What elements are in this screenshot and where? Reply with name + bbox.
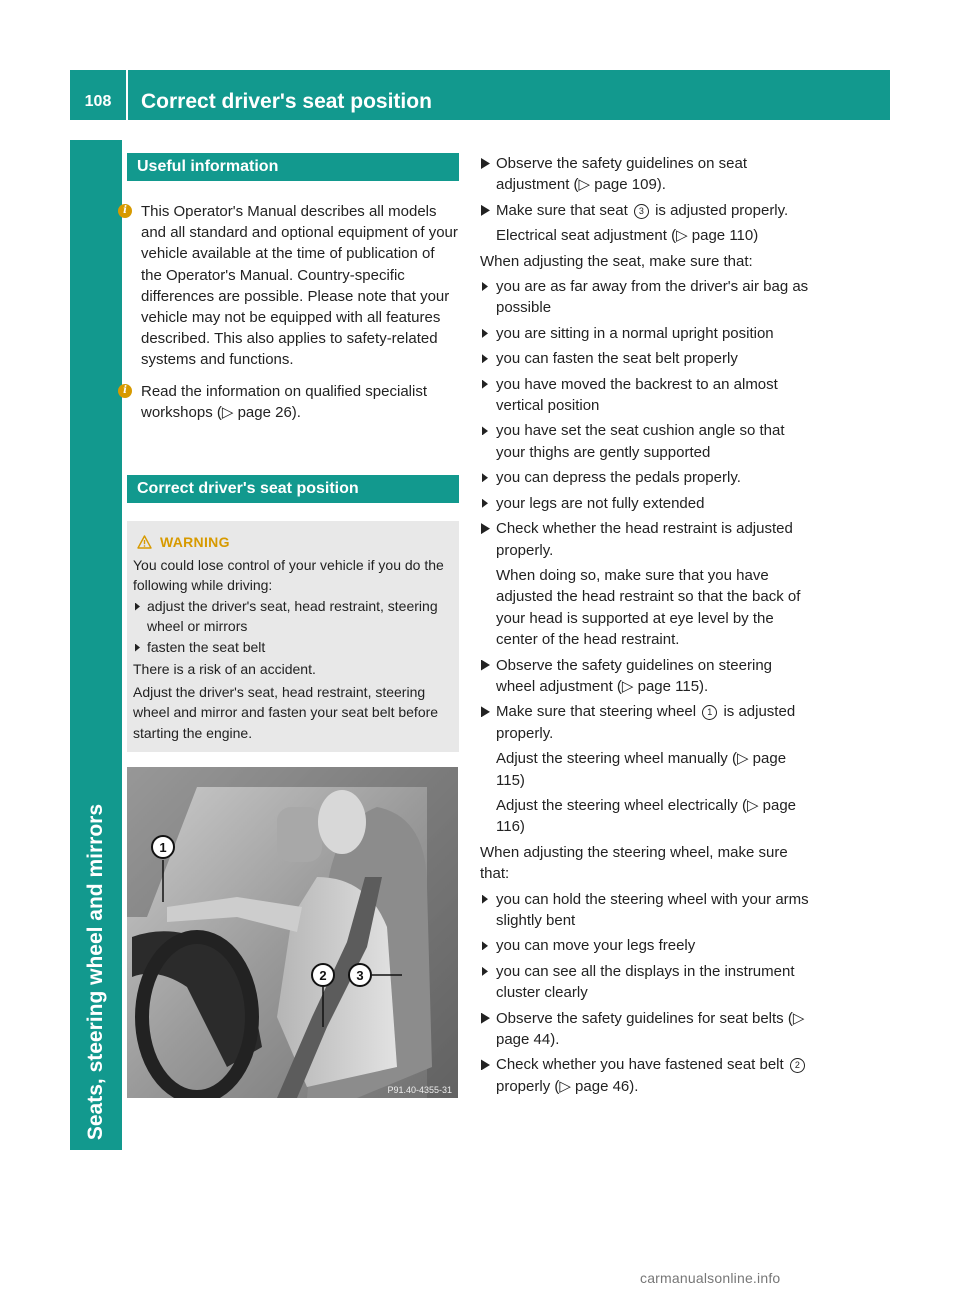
info-paragraph bbox=[123, 201, 459, 371]
step-text: properly (▷ page 46). bbox=[496, 1077, 639, 1095]
seat-checklist-item: you have set the seat cushion angle so that your thighs are gently supported bbox=[480, 420, 812, 463]
instruction-detail: When doing so, make sure that you have adjusted the head restraint so that the back of your head is supported at eye level by the center of the head restraint. bbox=[496, 566, 801, 649]
seat-checklist-item: you have moved the backrest to an almost vertical position bbox=[480, 374, 812, 417]
warning-advice: Adjust the driver's seat, head restraint, steering wheel and mirror and fasten your seat belt before starting the engine. bbox=[133, 683, 439, 741]
driver-seat-photo bbox=[127, 767, 458, 1098]
warning-bullet: adjust the driver's seat, head restraint, steering wheel or mirrors bbox=[133, 596, 453, 637]
page-header bbox=[70, 70, 890, 120]
info-text-1: This Operator's Manual describes all models and all standard and optional equipment of your vehicle available at the time of publication of the Operator's Manual. Country-specific differences are possible. Please note that your vehicle may not be equipped with all features described. This also applies to safety-related systems and functions. bbox=[141, 203, 458, 369]
step-text: Make sure that seat bbox=[496, 201, 632, 219]
seat-checklist-item: you are sitting in a normal upright position bbox=[480, 323, 812, 344]
seat-checklist-item: you can depress the pedals properly. bbox=[480, 467, 812, 488]
callout-ref-3: 3 bbox=[634, 204, 649, 219]
instruction-step: Observe the safety guidelines for seat belts (▷ page 44). bbox=[480, 1008, 812, 1051]
warning-risk: There is a risk of an accident. bbox=[133, 661, 316, 678]
warning-bullet: fasten the seat belt bbox=[133, 637, 453, 658]
page-title: Correct driver's seat position bbox=[141, 90, 432, 113]
page-number: 108 bbox=[70, 70, 128, 120]
seat-checklist-item: you are as far away from the driver's air bag as possible bbox=[480, 276, 812, 319]
warning-intro: You could lose control of your vehicle if you do the following while driving: bbox=[133, 556, 444, 594]
callout-label: 1 bbox=[159, 840, 167, 856]
instruction-step bbox=[480, 1054, 812, 1097]
warning-triangle-icon bbox=[137, 535, 152, 549]
warning-title: WARNING bbox=[160, 534, 230, 551]
callout-label: 2 bbox=[319, 968, 327, 984]
step-text: is adjusted properly. bbox=[496, 703, 796, 742]
warning-header bbox=[137, 532, 453, 553]
wheel-checklist-item: you can hold the steering wheel with your arms slightly bent bbox=[480, 889, 812, 932]
instruction-step bbox=[480, 200, 812, 221]
cross-reference: Adjust the steering wheel manually (▷ page 115) bbox=[496, 750, 787, 789]
image-code: P91.40-4355-31 bbox=[387, 1085, 452, 1096]
seat-checklist-item: you can fasten the seat belt properly bbox=[480, 348, 812, 369]
watermark: carmanualsonline.info bbox=[640, 1270, 781, 1286]
useful-info-heading: Useful information bbox=[127, 153, 459, 181]
seat-checklist-intro: When adjusting the seat, make sure that: bbox=[480, 252, 753, 270]
callout-ref-2: 2 bbox=[790, 1058, 805, 1073]
warning-box bbox=[127, 521, 459, 752]
step-text: Check whether you have fastened seat belt bbox=[496, 1056, 788, 1074]
step-text: Make sure that steering wheel bbox=[496, 703, 701, 721]
info-icon: i bbox=[118, 384, 132, 398]
chapter-label: Seats, steering wheel and mirrors bbox=[84, 803, 107, 1140]
info-paragraph bbox=[123, 381, 459, 423]
instruction-step: Observe the safety guidelines on steering wheel adjustment (▷ page 115). bbox=[480, 655, 812, 698]
cross-reference: Adjust the steering wheel electrically (▷ page 116) bbox=[496, 796, 797, 836]
instruction-step: Check whether the head restraint is adjusted properly. bbox=[480, 518, 812, 561]
instruction-step bbox=[480, 701, 812, 744]
callout-ref-1: 1 bbox=[702, 705, 717, 720]
wheel-checklist-item: you can see all the displays in the instrument cluster clearly bbox=[480, 961, 812, 1004]
info-text-2: Read the information on qualified specialist workshops (▷ page 26). bbox=[141, 382, 428, 421]
wheel-checklist-item: you can move your legs freely bbox=[480, 935, 812, 956]
right-column bbox=[480, 153, 812, 1097]
section-heading: Correct driver's seat position bbox=[127, 475, 459, 503]
step-text: is adjusted properly. bbox=[650, 201, 789, 219]
cross-reference: Electrical seat adjustment (▷ page 110) bbox=[496, 227, 759, 245]
seat-checklist-item: your legs are not fully extended bbox=[480, 493, 812, 514]
chapter-side-tab bbox=[70, 140, 122, 1150]
left-column bbox=[123, 153, 459, 1098]
instruction-step: Observe the safety guidelines on seat adjustment (▷ page 109). bbox=[480, 153, 812, 196]
wheel-checklist-intro: When adjusting the steering wheel, make sure that: bbox=[480, 843, 788, 883]
info-icon: i bbox=[118, 204, 132, 218]
callout-label: 3 bbox=[356, 968, 364, 984]
chapter-label-wrap bbox=[70, 450, 122, 1150]
